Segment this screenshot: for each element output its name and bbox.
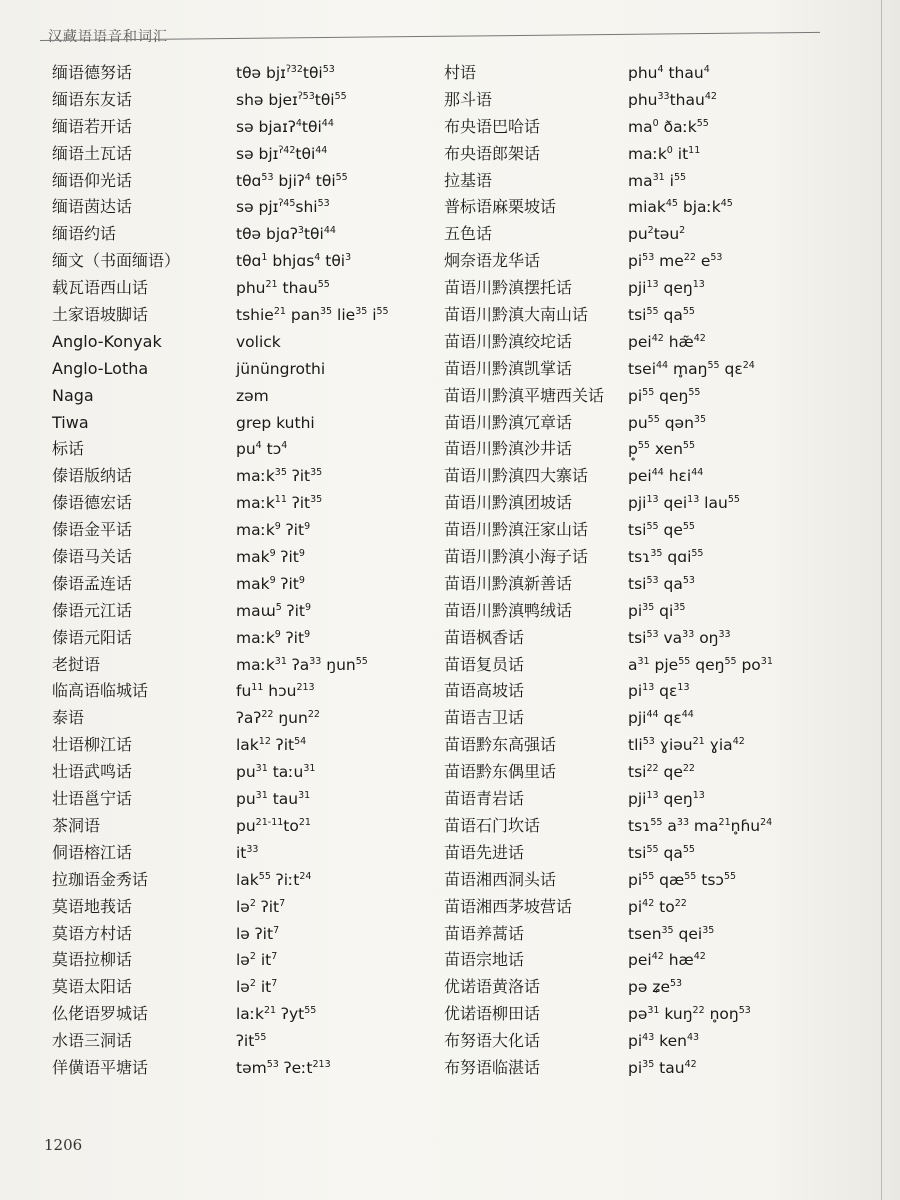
entry-row bbox=[444, 194, 874, 221]
language-name: 苗语高坡话 bbox=[444, 681, 525, 701]
language-name: 苗语复员话 bbox=[444, 654, 525, 674]
pronunciation: jününgrothi bbox=[236, 359, 326, 378]
entry-row bbox=[444, 1001, 874, 1028]
running-head: 汉藏语语音和词汇 bbox=[48, 29, 168, 45]
language-name: 仫佬语罗城话 bbox=[52, 1004, 149, 1024]
entry-row bbox=[444, 759, 874, 786]
language-name: 傣语金平话 bbox=[52, 520, 133, 540]
pronunciation: lə$^2$ ʔit$^7$ bbox=[236, 897, 286, 916]
pronunciation: tθə bjɪ$^{ʔ32}$tθi$^{53}$ bbox=[236, 63, 335, 82]
pronunciation: mak$^9$ ʔit$^9$ bbox=[236, 547, 305, 567]
entry-row bbox=[444, 463, 874, 490]
pronunciation: tshie$^{21}$ pan$^{35}$ lie$^{35}$ $i^{55}$ bbox=[236, 305, 389, 325]
pronunciation: $fu^{11}$ hɔu$^{213}$ bbox=[236, 682, 315, 701]
entry-row bbox=[444, 732, 874, 759]
language-name: 泰语 bbox=[52, 708, 85, 728]
language-name: 苗语湘西洞头话 bbox=[444, 869, 557, 889]
pronunciation: tθɑ$^{53}$ bjiʔ$^4$ tθi$^{55}$ bbox=[236, 171, 348, 190]
entry-row bbox=[444, 544, 874, 571]
pronunciation: pji$^{13}$ qeŋ$^{13}$ bbox=[628, 789, 705, 809]
pronunciation: $pi^{55}$ $qæ^{55}$ tsɔ$^{55}$ bbox=[628, 870, 737, 889]
language-name: 壮语柳江话 bbox=[52, 735, 133, 755]
language-name: 壮语武鸣话 bbox=[52, 762, 133, 782]
pronunciation: maɯ$^5$ ʔit$^9$ bbox=[236, 601, 312, 620]
language-name: 水语三洞话 bbox=[52, 1031, 133, 1051]
pronunciation: lə ʔit$^7$ bbox=[236, 924, 280, 943]
entry-row bbox=[52, 60, 432, 87]
pronunciation: $pu^{21-11}to^{21}$ bbox=[236, 816, 311, 835]
entry-row bbox=[444, 894, 874, 921]
pronunciation: tsi$^{53}$ $va^{33}$ $oŋ^{33}$ bbox=[628, 628, 731, 647]
entry-row bbox=[52, 517, 432, 544]
right-column bbox=[444, 60, 874, 1082]
language-name: 布央语郎架话 bbox=[444, 143, 541, 163]
language-name: 布努语大化话 bbox=[444, 1031, 541, 1051]
language-name: Anglo-Lotha bbox=[52, 358, 149, 378]
language-name: 苗语黔东偶里话 bbox=[444, 762, 557, 782]
pronunciation: tsi$^{53}$ $qa^{53}$ bbox=[628, 574, 695, 593]
pronunciation: $pu^{31}$ taːu$^{31}$ bbox=[236, 763, 316, 782]
pronunciation: miak$^{45}$ bjaːk$^{45}$ bbox=[628, 198, 733, 217]
entry-row bbox=[444, 921, 874, 948]
entry-row bbox=[444, 87, 874, 114]
language-name: 缅语茵达话 bbox=[52, 197, 133, 217]
pronunciation: $pu^{31}$ tau$^{31}$ bbox=[236, 789, 311, 809]
entry-row bbox=[52, 625, 432, 652]
pronunciation: phu$^{33}$thau$^{42}$ bbox=[628, 90, 717, 109]
language-name: 老挝语 bbox=[52, 654, 101, 674]
language-name: 缅语若开话 bbox=[52, 116, 133, 136]
language-name: 缅文（书面缅语） bbox=[52, 251, 181, 271]
entry-row bbox=[444, 1055, 874, 1082]
language-name: 傣语版纳话 bbox=[52, 466, 133, 486]
language-name: 莫语方村话 bbox=[52, 923, 133, 943]
language-name: 苗语黔东高强话 bbox=[444, 735, 557, 755]
language-name: 拉基语 bbox=[444, 170, 493, 190]
language-name: 那斗语 bbox=[444, 89, 493, 109]
pronunciation: $pi^{53}$ $me^{22}$ $e^{53}$ bbox=[628, 252, 723, 271]
entry-row bbox=[52, 194, 432, 221]
language-name: 茶洞语 bbox=[52, 815, 101, 835]
language-name: 苗语川黔滇新善话 bbox=[444, 573, 573, 593]
language-name: 苗语先进话 bbox=[444, 842, 525, 862]
pronunciation: ʔaʔ$^{22}$ ŋun$^{22}$ bbox=[236, 709, 320, 728]
entry-row bbox=[52, 678, 432, 705]
pronunciation: tsi$^{55}$ $qe^{55}$ bbox=[628, 520, 695, 540]
language-name: Tiwa bbox=[52, 412, 89, 432]
pronunciation: pji$^{44}$ qɛ$^{44}$ bbox=[628, 709, 694, 728]
pronunciation: lə$^2$ $it^7$ bbox=[236, 978, 278, 997]
entry-row bbox=[52, 894, 432, 921]
entry-row bbox=[444, 840, 874, 867]
language-name: 傣语德宏话 bbox=[52, 493, 133, 513]
language-name: 布努语临湛话 bbox=[444, 1057, 541, 1077]
language-name: 优诺语黄洛话 bbox=[444, 977, 541, 997]
pronunciation: tsi$^{55}$ $qa^{55}$ bbox=[628, 305, 695, 325]
entry-row bbox=[52, 867, 432, 894]
entry-row bbox=[52, 947, 432, 974]
pronunciation: ʔit$^{55}$ bbox=[236, 1031, 267, 1051]
pronunciation: maːk$^{35}$ ʔit$^{35}$ bbox=[236, 467, 323, 486]
language-name: 苗语川黔滇大南山话 bbox=[444, 305, 589, 325]
language-name: 缅语东友话 bbox=[52, 89, 133, 109]
entry-row bbox=[444, 786, 874, 813]
language-name: 苗语宗地话 bbox=[444, 950, 525, 970]
pronunciation: p̥$^{55}$ xen$^{55}$ bbox=[628, 440, 696, 459]
pronunciation: pji$^{13}$ qeŋ$^{13}$ bbox=[628, 278, 705, 298]
language-name: 普标语麻栗坡话 bbox=[444, 197, 557, 217]
entry-row bbox=[444, 813, 874, 840]
pronunciation: zəm bbox=[236, 386, 269, 405]
pronunciation: phu$^4$ thau$^4$ bbox=[628, 63, 710, 82]
language-name: 苗语养蒿话 bbox=[444, 923, 525, 943]
pronunciation: mak$^9$ ʔit$^9$ bbox=[236, 574, 305, 593]
pronunciation: tsɿ$^{55}$ $a^{33}$ $ma^{21}n̥ɦu^{24}$ bbox=[628, 816, 773, 835]
language-name: Anglo-Konyak bbox=[52, 331, 162, 351]
entry-row bbox=[52, 490, 432, 517]
pronunciation: tli$^{53}$ ɣiəu$^{21}$ ɣia$^{42}$ bbox=[628, 736, 745, 755]
pronunciation: $pi^{55}$ qeŋ$^{55}$ bbox=[628, 386, 701, 405]
language-name: 土家语坡脚话 bbox=[52, 305, 149, 325]
entry-row bbox=[444, 356, 874, 383]
entry-row bbox=[52, 571, 432, 598]
entry-row bbox=[52, 1001, 432, 1028]
language-name: 标话 bbox=[52, 439, 85, 459]
language-name: 苗语川黔滇小海子话 bbox=[444, 547, 589, 567]
entry-row bbox=[52, 168, 432, 195]
entry-row bbox=[444, 114, 874, 141]
pronunciation: tsen$^{35}$ qei$^{35}$ bbox=[628, 924, 715, 943]
entry-row bbox=[444, 168, 874, 195]
pronunciation: pə ʑe$^{53}$ bbox=[628, 978, 683, 997]
pronunciation: $pu^4$ tɔ$^4$ bbox=[236, 440, 288, 459]
entry-row bbox=[444, 974, 874, 1001]
pronunciation: tsi$^{22}$ $qe^{22}$ bbox=[628, 763, 695, 782]
pronunciation: $ma^{31}$ $i^{55}$ bbox=[628, 171, 687, 190]
language-name: 苗语川黔滇平塘西关话 bbox=[444, 385, 605, 405]
pronunciation: $pi^{13}$ qɛ$^{13}$ bbox=[628, 682, 690, 701]
pronunciation: tsɿ$^{35}$ qɑi$^{55}$ bbox=[628, 547, 704, 567]
pronunciation: tsei$^{44}$ $m̥aŋ^{55}$ qɛ$^{24}$ bbox=[628, 359, 755, 378]
entry-row bbox=[444, 598, 874, 625]
entry-row bbox=[52, 598, 432, 625]
entry-row bbox=[444, 625, 874, 652]
language-name: 临高语临城话 bbox=[52, 681, 149, 701]
language-name: 苗语湘西茅坡营话 bbox=[444, 896, 573, 916]
entry-row bbox=[444, 302, 874, 329]
entry-row bbox=[444, 329, 874, 356]
pronunciation: sə bjaɪʔ$^4$tθi$^{44}$ bbox=[236, 117, 334, 136]
pronunciation: lak$^{55}$ ʔiːt$^{24}$ bbox=[236, 870, 312, 889]
pronunciation: sə pjɪ$^{ʔ45}$shi$^{53}$ bbox=[236, 198, 330, 217]
pronunciation: maːk$^9$ ʔit$^9$ bbox=[236, 628, 311, 647]
pronunciation: tθɑ$^1$ bhjɑs$^4$ tθi$^3$ bbox=[236, 252, 352, 271]
language-name: 苗语川黔滇四大寨话 bbox=[444, 466, 589, 486]
entry-row bbox=[444, 275, 874, 302]
language-name: 苗语川黔滇鸭绒话 bbox=[444, 600, 573, 620]
pronunciation: tsi$^{55}$ $qa^{55}$ bbox=[628, 843, 695, 862]
entry-row bbox=[52, 221, 432, 248]
entry-row bbox=[52, 410, 432, 437]
pronunciation: lak$^{12}$ ʔit$^{54}$ bbox=[236, 736, 307, 755]
entry-row bbox=[444, 436, 874, 463]
pronunciation: $it^{33}$ bbox=[236, 843, 259, 862]
language-name: 傣语元江话 bbox=[52, 600, 133, 620]
language-name: 苗语川黔滇汪家山话 bbox=[444, 520, 589, 540]
entry-row bbox=[52, 275, 432, 302]
pronunciation: laːk$^{21}$ ʔyt$^{55}$ bbox=[236, 1005, 317, 1024]
language-name: 莫语地莪话 bbox=[52, 896, 133, 916]
pronunciation: lə$^2$ $it^7$ bbox=[236, 951, 278, 970]
language-name: 缅语约话 bbox=[52, 224, 117, 244]
page-number: 1206 bbox=[44, 1136, 83, 1154]
entry-row bbox=[444, 678, 874, 705]
entry-row bbox=[444, 1028, 874, 1055]
language-name: 莫语拉柳话 bbox=[52, 950, 133, 970]
pronunciation: $a^{31}$ pje$^{55}$ qeŋ$^{55}$ $po^{31}$ bbox=[628, 655, 773, 674]
language-name: 优诺语柳田话 bbox=[444, 1004, 541, 1024]
language-name: 傣语元阳话 bbox=[52, 627, 133, 647]
language-name: Naga bbox=[52, 385, 94, 405]
entry-row bbox=[52, 114, 432, 141]
language-name: 苗语石门坎话 bbox=[444, 815, 541, 835]
entry-row bbox=[52, 544, 432, 571]
entry-row bbox=[444, 383, 874, 410]
pronunciation: $pu^{55}$ qən$^{35}$ bbox=[628, 413, 706, 432]
language-name: 苗语川黔滇凯掌话 bbox=[444, 358, 573, 378]
entry-row bbox=[52, 356, 432, 383]
entry-row bbox=[444, 867, 874, 894]
pronunciation: sə bjɪ$^{ʔ42}$tθi$^{44}$ bbox=[236, 144, 328, 163]
language-name: 载瓦语西山话 bbox=[52, 278, 149, 298]
language-name: 傣语孟连话 bbox=[52, 573, 133, 593]
entry-row bbox=[52, 383, 432, 410]
entry-row bbox=[444, 705, 874, 732]
pronunciation: $ma^0$ ðaːk$^{55}$ bbox=[628, 117, 709, 136]
language-name: 缅语德努话 bbox=[52, 63, 133, 82]
entry-row bbox=[52, 974, 432, 1001]
pronunciation: maːk$^{31}$ ʔa$^{33}$ ŋun$^{55}$ bbox=[236, 655, 368, 674]
entry-row bbox=[444, 652, 874, 679]
entry-row bbox=[444, 221, 874, 248]
language-name: 缅语仰光话 bbox=[52, 170, 133, 190]
entry-row bbox=[52, 786, 432, 813]
entry-row bbox=[52, 302, 432, 329]
language-name: 苗语川黔滇摆托话 bbox=[444, 278, 573, 298]
pronunciation: $pi^{43}$ ken$^{43}$ bbox=[628, 1031, 700, 1051]
pronunciation: phu$^{21}$ thau$^{55}$ bbox=[236, 278, 330, 298]
pronunciation: volick bbox=[236, 332, 281, 351]
pronunciation: $pu^2təu^2$ bbox=[628, 225, 686, 244]
pronunciation: pei$^{42}$ hæ̃$^{42}$ bbox=[628, 332, 706, 351]
pronunciation: shə bjeɪ$^{ʔ53}$tθi$^{55}$ bbox=[236, 90, 347, 109]
entry-row bbox=[444, 517, 874, 544]
pronunciation: grep kuthi bbox=[236, 413, 315, 432]
pronunciation: pji$^{13}$ qei$^{13}$ lau$^{55}$ bbox=[628, 494, 740, 513]
language-name: 苗语青岩话 bbox=[444, 789, 525, 809]
entry-row bbox=[444, 571, 874, 598]
language-name: 佯僙语平塘话 bbox=[52, 1057, 149, 1077]
language-name: 侗语榕江话 bbox=[52, 842, 133, 862]
pronunciation: maːk$^{11}$ ʔit$^{35}$ bbox=[236, 494, 323, 513]
pronunciation: $pi^{35}$ tau$^{42}$ bbox=[628, 1058, 697, 1077]
entry-row bbox=[444, 248, 874, 275]
language-name: 苗语吉卫话 bbox=[444, 708, 525, 728]
pronunciation: pei$^{42}$ $hæ^{42}$ bbox=[628, 951, 706, 970]
language-name: 苗语川黔滇团坡话 bbox=[444, 493, 573, 513]
entry-row bbox=[52, 436, 432, 463]
language-name: 莫语太阳话 bbox=[52, 977, 133, 997]
language-name: 五色话 bbox=[444, 224, 493, 244]
pronunciation: təm$^{53}$ ʔeːt$^{213}$ bbox=[236, 1058, 331, 1077]
entry-row bbox=[444, 947, 874, 974]
page-edge bbox=[881, 0, 882, 1200]
entry-row bbox=[52, 813, 432, 840]
pronunciation: tθə bjɑʔ$^3$tθi$^{44}$ bbox=[236, 225, 336, 244]
entry-row bbox=[52, 463, 432, 490]
language-name: 布央语巴哈话 bbox=[444, 116, 541, 136]
entry-row bbox=[52, 759, 432, 786]
entry-row bbox=[444, 141, 874, 168]
language-name: 傣语马关话 bbox=[52, 547, 133, 567]
left-column bbox=[52, 60, 432, 1082]
entry-row bbox=[52, 732, 432, 759]
entry-row bbox=[444, 410, 874, 437]
entry-row bbox=[52, 705, 432, 732]
pronunciation: maːk$^0$ $it^{11}$ bbox=[628, 144, 701, 163]
entry-row bbox=[52, 141, 432, 168]
entry-row bbox=[444, 490, 874, 517]
language-name: 拉珈语金秀话 bbox=[52, 869, 149, 889]
language-name: 苗语川黔滇绞坨话 bbox=[444, 331, 573, 351]
language-name: 村语 bbox=[444, 63, 477, 82]
language-name: 炯奈语龙华话 bbox=[444, 251, 541, 271]
entry-row bbox=[444, 60, 874, 87]
entry-row bbox=[52, 329, 432, 356]
entry-row bbox=[52, 652, 432, 679]
language-name: 苗语川黔滇冗章话 bbox=[444, 412, 573, 432]
entry-row bbox=[52, 248, 432, 275]
pronunciation: maːk$^9$ ʔit$^9$ bbox=[236, 520, 311, 540]
pronunciation: pə$^{31}$ kuŋ$^{22}$ $n̥oŋ^{53}$ bbox=[628, 1005, 751, 1024]
entry-row bbox=[52, 840, 432, 867]
pronunciation: $pi^{35}$ $qi^{35}$ bbox=[628, 601, 686, 620]
entry-row bbox=[52, 921, 432, 948]
language-name: 苗语枫香话 bbox=[444, 627, 525, 647]
pronunciation: $pi^{42}$ $to^{22}$ bbox=[628, 897, 687, 916]
language-name: 缅语土瓦话 bbox=[52, 143, 133, 163]
language-name: 苗语川黔滇沙井话 bbox=[444, 439, 573, 459]
entry-row bbox=[52, 1028, 432, 1055]
entry-row bbox=[52, 87, 432, 114]
entry-row bbox=[52, 1055, 432, 1082]
pronunciation: pei$^{44}$ hɛi$^{44}$ bbox=[628, 467, 704, 486]
language-name: 壮语邕宁话 bbox=[52, 789, 133, 809]
